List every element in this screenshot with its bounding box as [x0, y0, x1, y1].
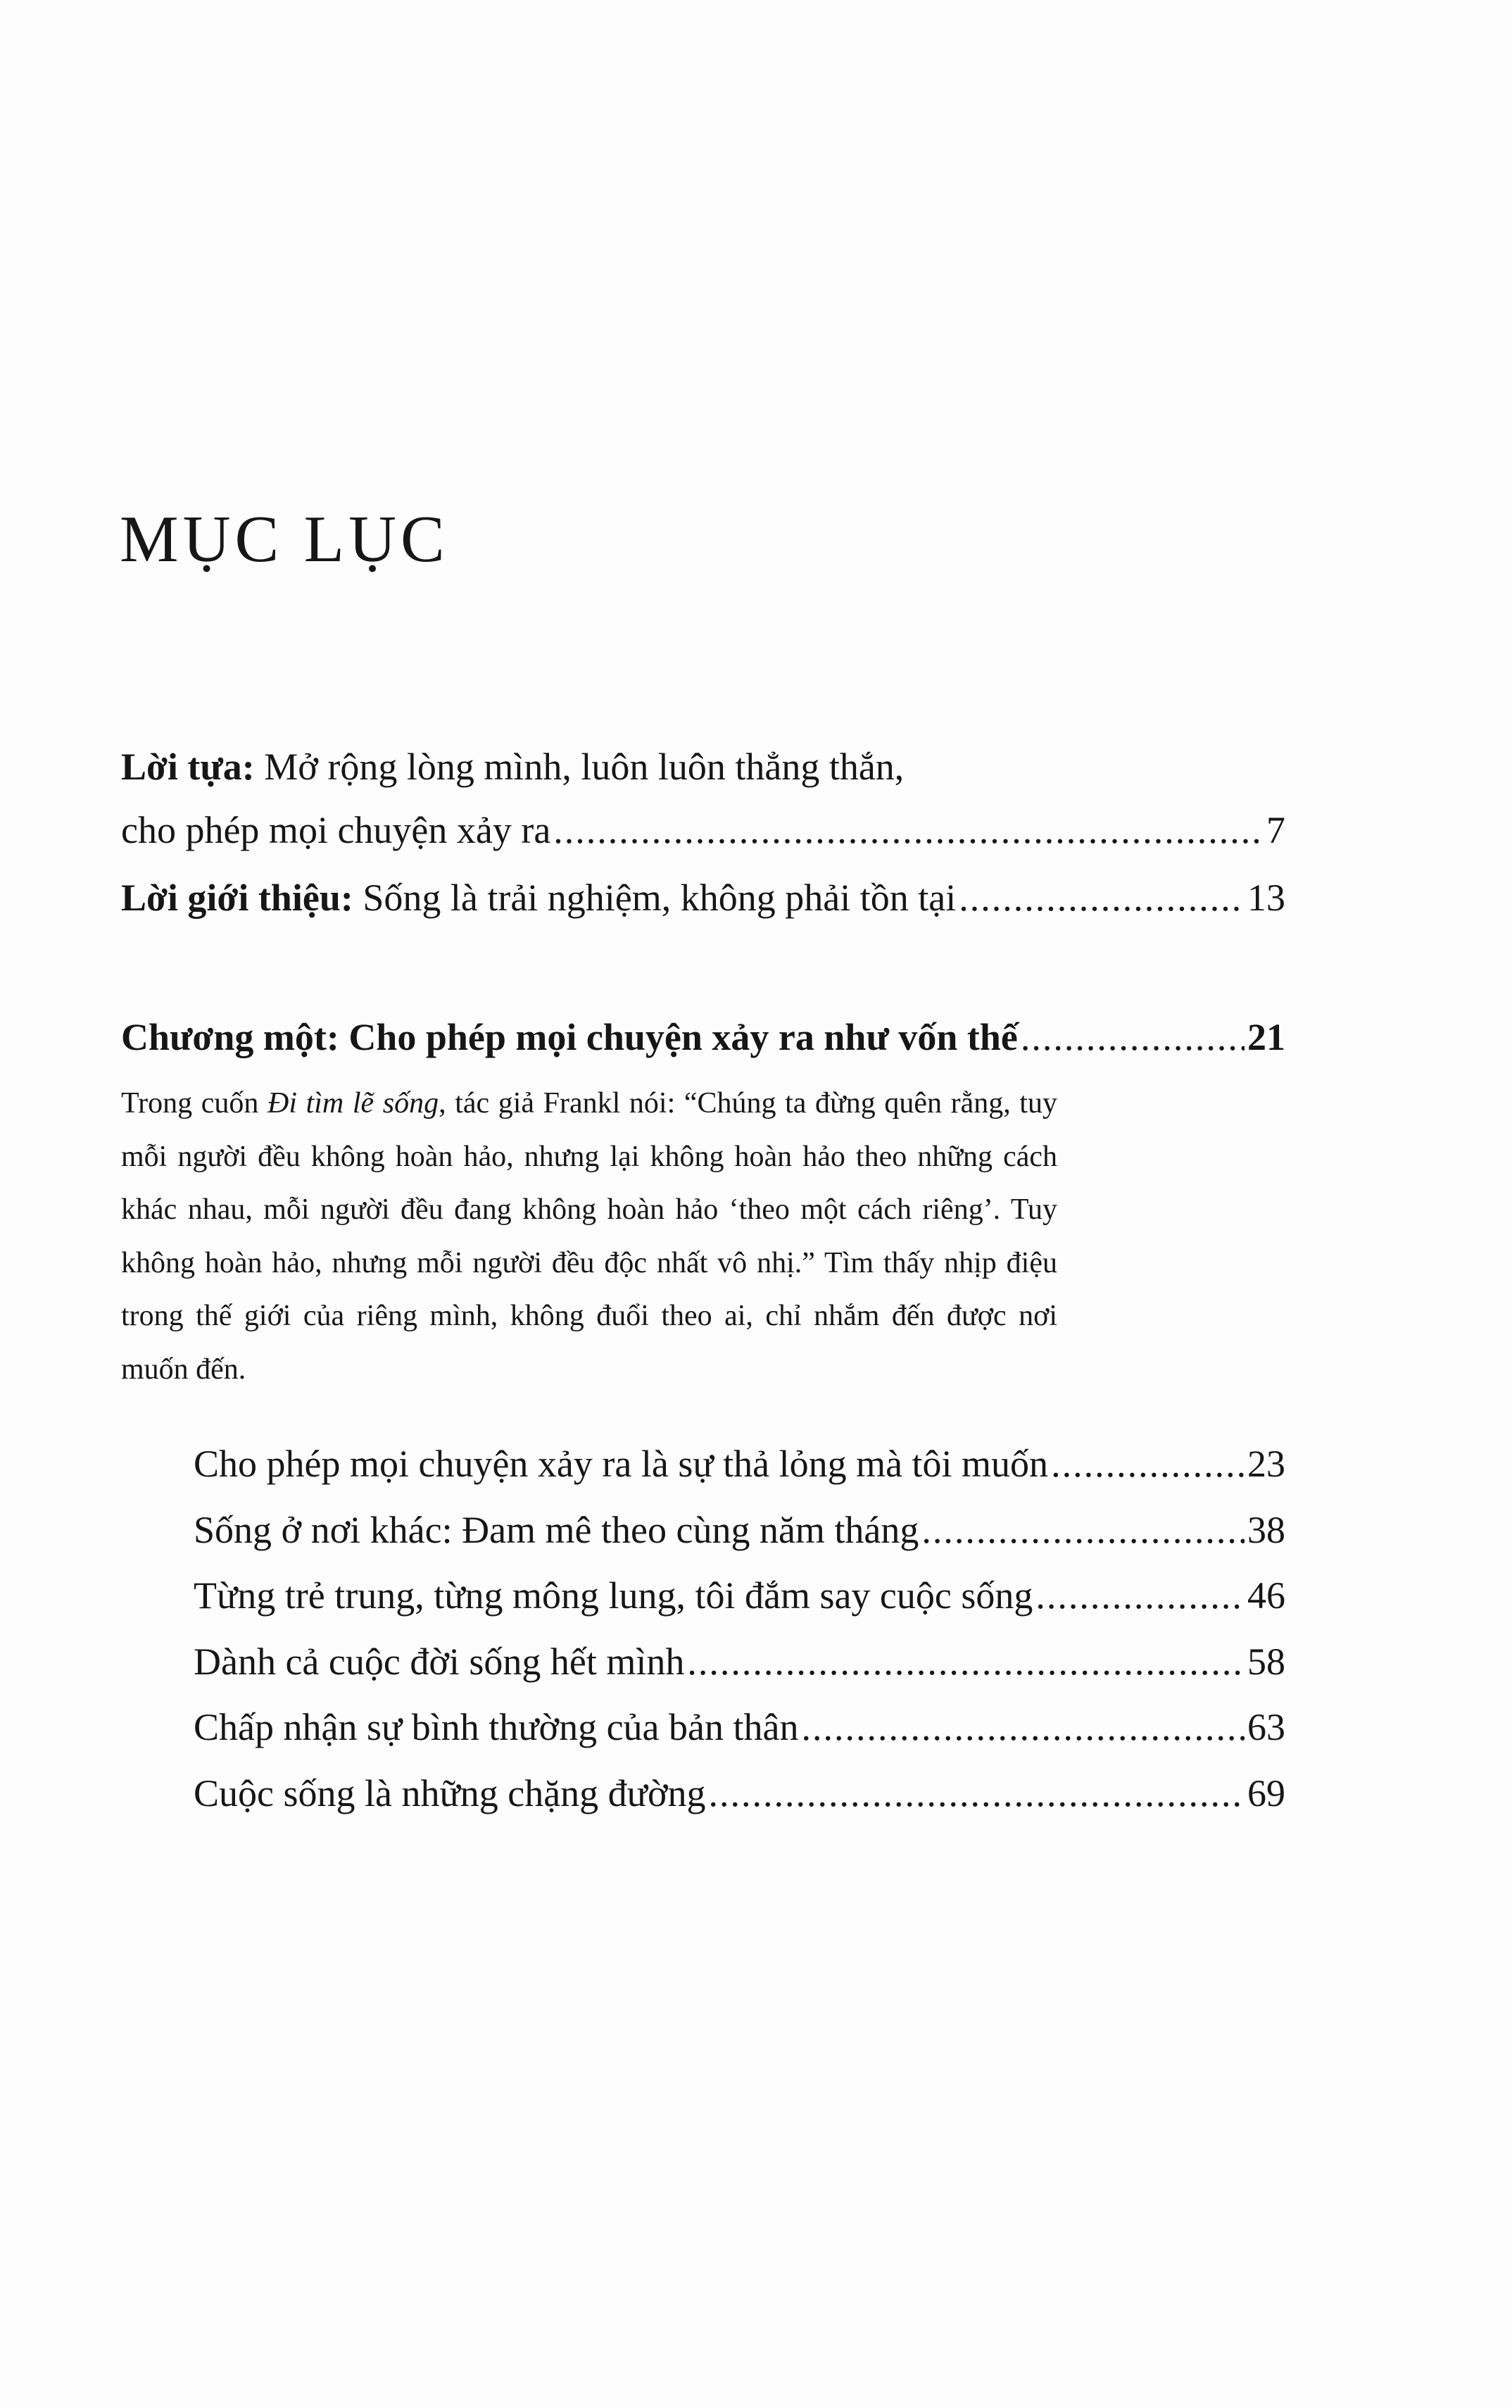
leader-dots [1051, 1445, 1245, 1483]
section-title: Cuộc sống là những chặng đường [194, 1771, 706, 1814]
toc-preface-line2[interactable] [121, 811, 1285, 849]
page-number: 21 [1247, 1016, 1285, 1058]
section-title: Chấp nhận sự bình thường của bản thân [194, 1706, 799, 1748]
section-title: Sống ở nơi khác: Đam mê theo cùng năm tháng [194, 1508, 919, 1551]
leader-dots [1035, 1576, 1245, 1614]
page-number: 63 [1247, 1706, 1285, 1748]
page-title: MỤC LỤC [120, 503, 449, 576]
page-number: 58 [1247, 1640, 1285, 1683]
toc-section[interactable] [194, 1708, 1285, 1746]
preface-title-cont: cho phép mọi chuyện xảy ra [121, 809, 551, 851]
toc-preface-line1[interactable] [121, 745, 904, 789]
toc-section[interactable] [194, 1771, 1285, 1814]
toc-section[interactable] [194, 1508, 1285, 1551]
page-number: 46 [1247, 1574, 1285, 1617]
intro-title: Sống là trải nghiệm, không phải tồn tại [353, 877, 957, 919]
chapter-description [121, 1077, 1057, 1396]
section-title: Dành cả cuộc đời sống hết mình [194, 1640, 685, 1683]
page-number: 7 [1266, 809, 1285, 851]
page-number: 38 [1247, 1508, 1285, 1551]
toc-section[interactable] [194, 1445, 1285, 1483]
leader-dots [959, 879, 1245, 917]
toc-chapter-1[interactable] [121, 1018, 1285, 1056]
leader-dots [1021, 1018, 1245, 1056]
toc-intro[interactable] [121, 879, 1285, 917]
page-number: 69 [1247, 1771, 1285, 1814]
leader-dots [709, 1774, 1245, 1812]
preface-title: Mở rộng lòng mình, luôn luôn thẳng thắn, [254, 746, 905, 788]
preface-label: Lời tựa: [121, 746, 255, 788]
book-title: Đi tìm lẽ sống [267, 1087, 439, 1120]
toc-section[interactable] [194, 1640, 1285, 1683]
toc-section[interactable] [194, 1574, 1285, 1617]
page-number: 13 [1247, 877, 1285, 919]
desc-text: Trong cuốn [121, 1087, 267, 1120]
desc-text: , tác giả Frankl nói: “Chúng ta đừng quên rằng, tuy mỗi người đều không hoàn hảo, nhưng lại không hoàn hảo theo những cách khác nhau, mỗi người đều đang không hoàn hảo ‘theo một cách riêng’. Tuy không hoàn hảo, nhưng mỗi người đều độc nhất vô nhị.” Tìm thấy nhịp điệu trong thế giới của riêng mình, không đuổi theo ai, chỉ nhắm đến được nơi muốn đến. [121, 1087, 1057, 1386]
leader-dots [801, 1708, 1245, 1746]
leader-dots [921, 1511, 1245, 1549]
page-number: 23 [1247, 1443, 1285, 1485]
leader-dots [687, 1643, 1245, 1681]
intro-label: Lời giới thiệu: [121, 877, 353, 919]
leader-dots [553, 811, 1264, 849]
section-title: Từng trẻ trung, từng mông lung, tôi đắm say cuộc sống [194, 1574, 1033, 1617]
chapter-title: Chương một: Cho phép mọi chuyện xảy ra như vốn thế [121, 1016, 1018, 1058]
section-title: Cho phép mọi chuyện xảy ra là sự thả lỏng mà tôi muốn [194, 1443, 1049, 1485]
